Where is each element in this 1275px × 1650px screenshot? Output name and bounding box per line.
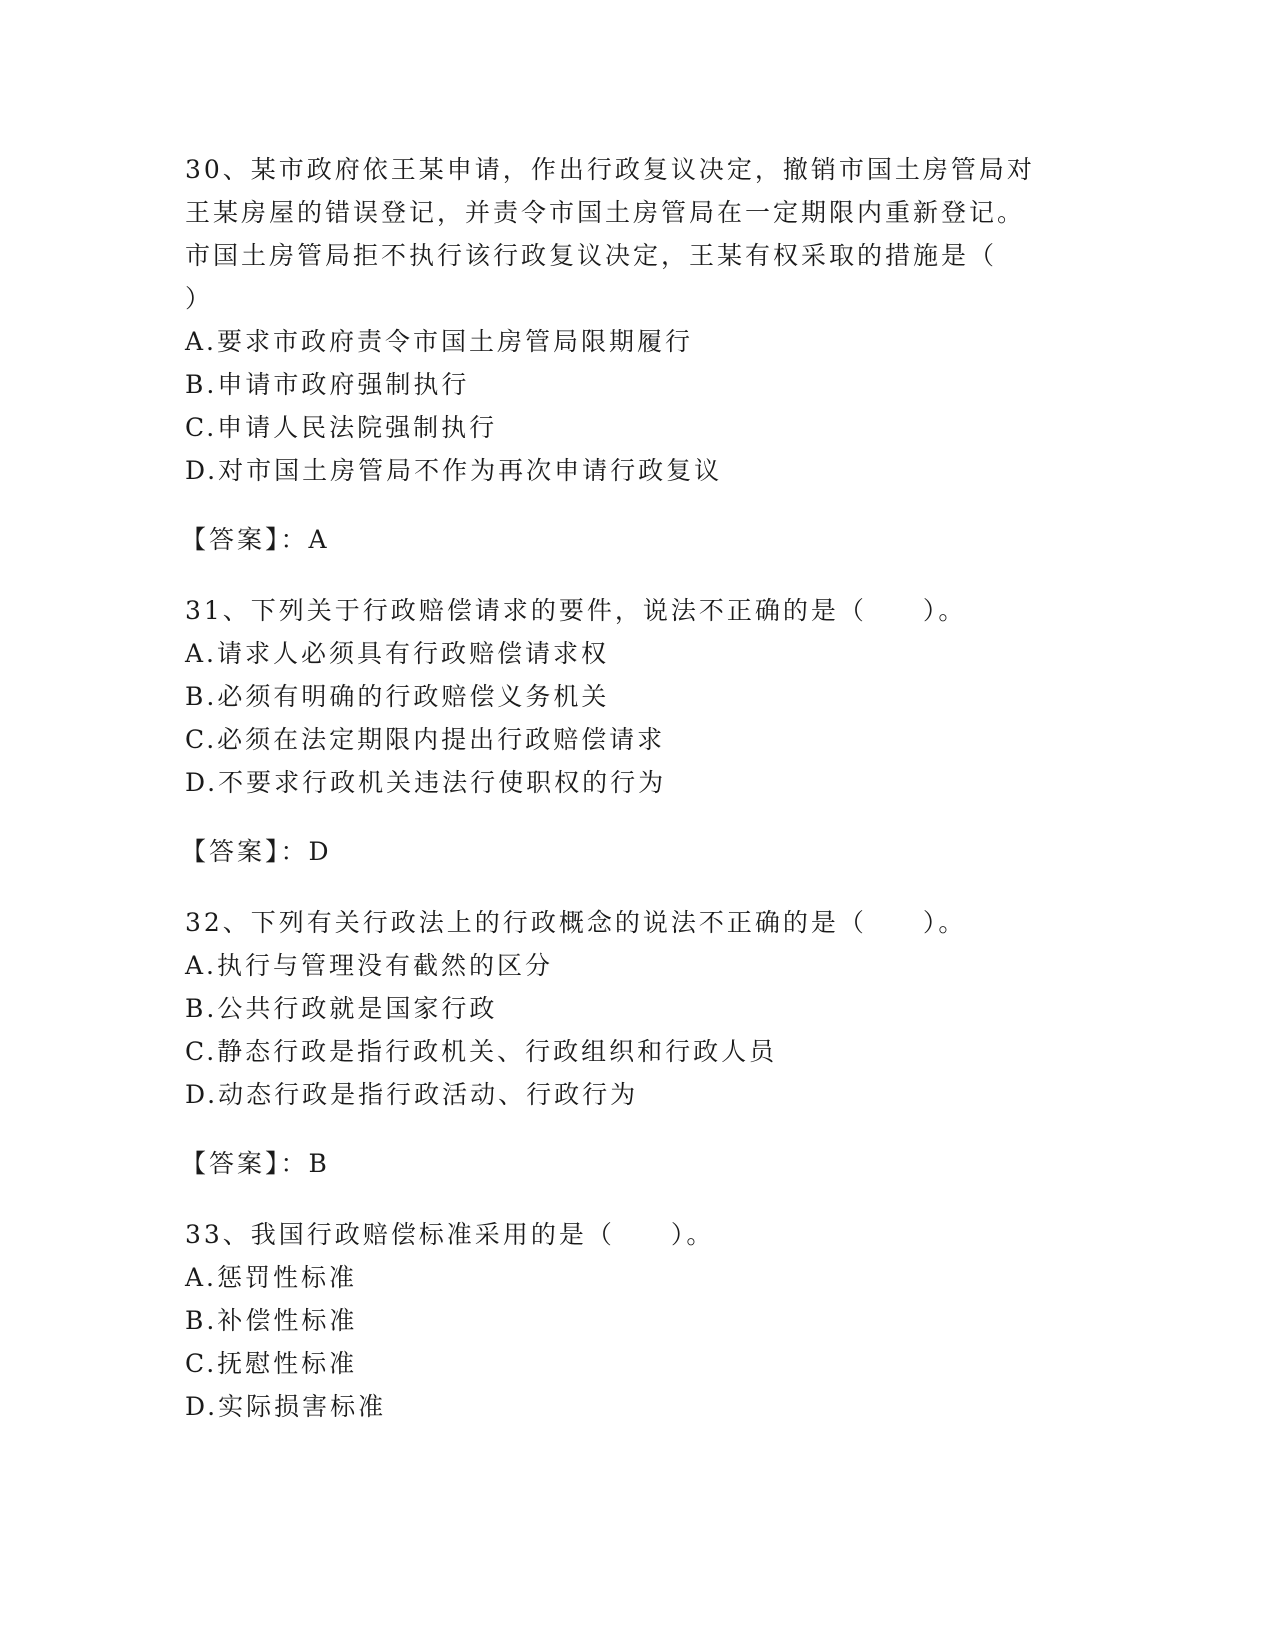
option-a: A.请求人必须具有行政赔偿请求权 [185,639,610,668]
question-stem-line: 31、下列关于行政赔偿请求的要件，说法不正确的是（ ）。 [185,596,967,625]
question-stem-line: 33、我国行政赔偿标准采用的是（ ）。 [185,1220,715,1249]
answer-label: 【答案】： [181,837,309,866]
question-stem-line: 32、下列有关行政法上的行政概念的说法不正确的是（ ）。 [185,908,967,937]
answer-value: B [308,1149,330,1178]
document-page [181,148,1065,1428]
question-31 [181,589,1065,873]
question-32 [181,901,1065,1185]
question-stem-line: 市国土房管局拒不执行该行政复议决定，王某有权采取的措施是（ [185,241,998,270]
answer-line [181,830,1065,873]
answer-line [181,518,1065,561]
answer-value: A [308,525,330,554]
option-c: C.申请人民法院强制执行 [185,413,498,442]
option-c: C.抚慰性标准 [185,1349,358,1378]
question-30 [181,148,1065,561]
option-d: D.实际损害标准 [185,1392,387,1421]
option-c: C.必须在法定期限内提出行政赔偿请求 [185,725,666,754]
option-a: A.执行与管理没有截然的区分 [185,951,554,980]
answer-value: D [308,837,332,866]
option-c: C.静态行政是指行政机关、行政组织和行政人员 [185,1037,778,1066]
option-a: A.惩罚性标准 [185,1263,358,1292]
answer-label: 【答案】： [181,525,309,554]
answer-line [181,1142,1065,1185]
question-stem-line: 30、某市政府依王某申请，作出行政复议决定，撤销市国土房管局对 [185,155,1035,184]
option-d: D.不要求行政机关违法行使职权的行为 [185,768,667,797]
option-b: B.公共行政就是国家行政 [185,994,498,1023]
question-33 [185,1213,1065,1428]
option-b: B.申请市政府强制执行 [185,370,470,399]
question-stem-line: 王某房屋的错误登记，并责令市国土房管局在一定期限内重新登记。 [185,198,1026,227]
answer-label: 【答案】： [181,1149,309,1178]
option-d: D.对市国土房管局不作为再次申请行政复议 [185,456,723,485]
question-stem-line: ） [185,284,214,313]
option-d: D.动态行政是指行政活动、行政行为 [185,1080,639,1109]
option-b: B.补偿性标准 [185,1306,358,1335]
option-b: B.必须有明确的行政赔偿义务机关 [185,682,610,711]
option-a: A.要求市政府责令市国土房管局限期履行 [185,327,694,356]
